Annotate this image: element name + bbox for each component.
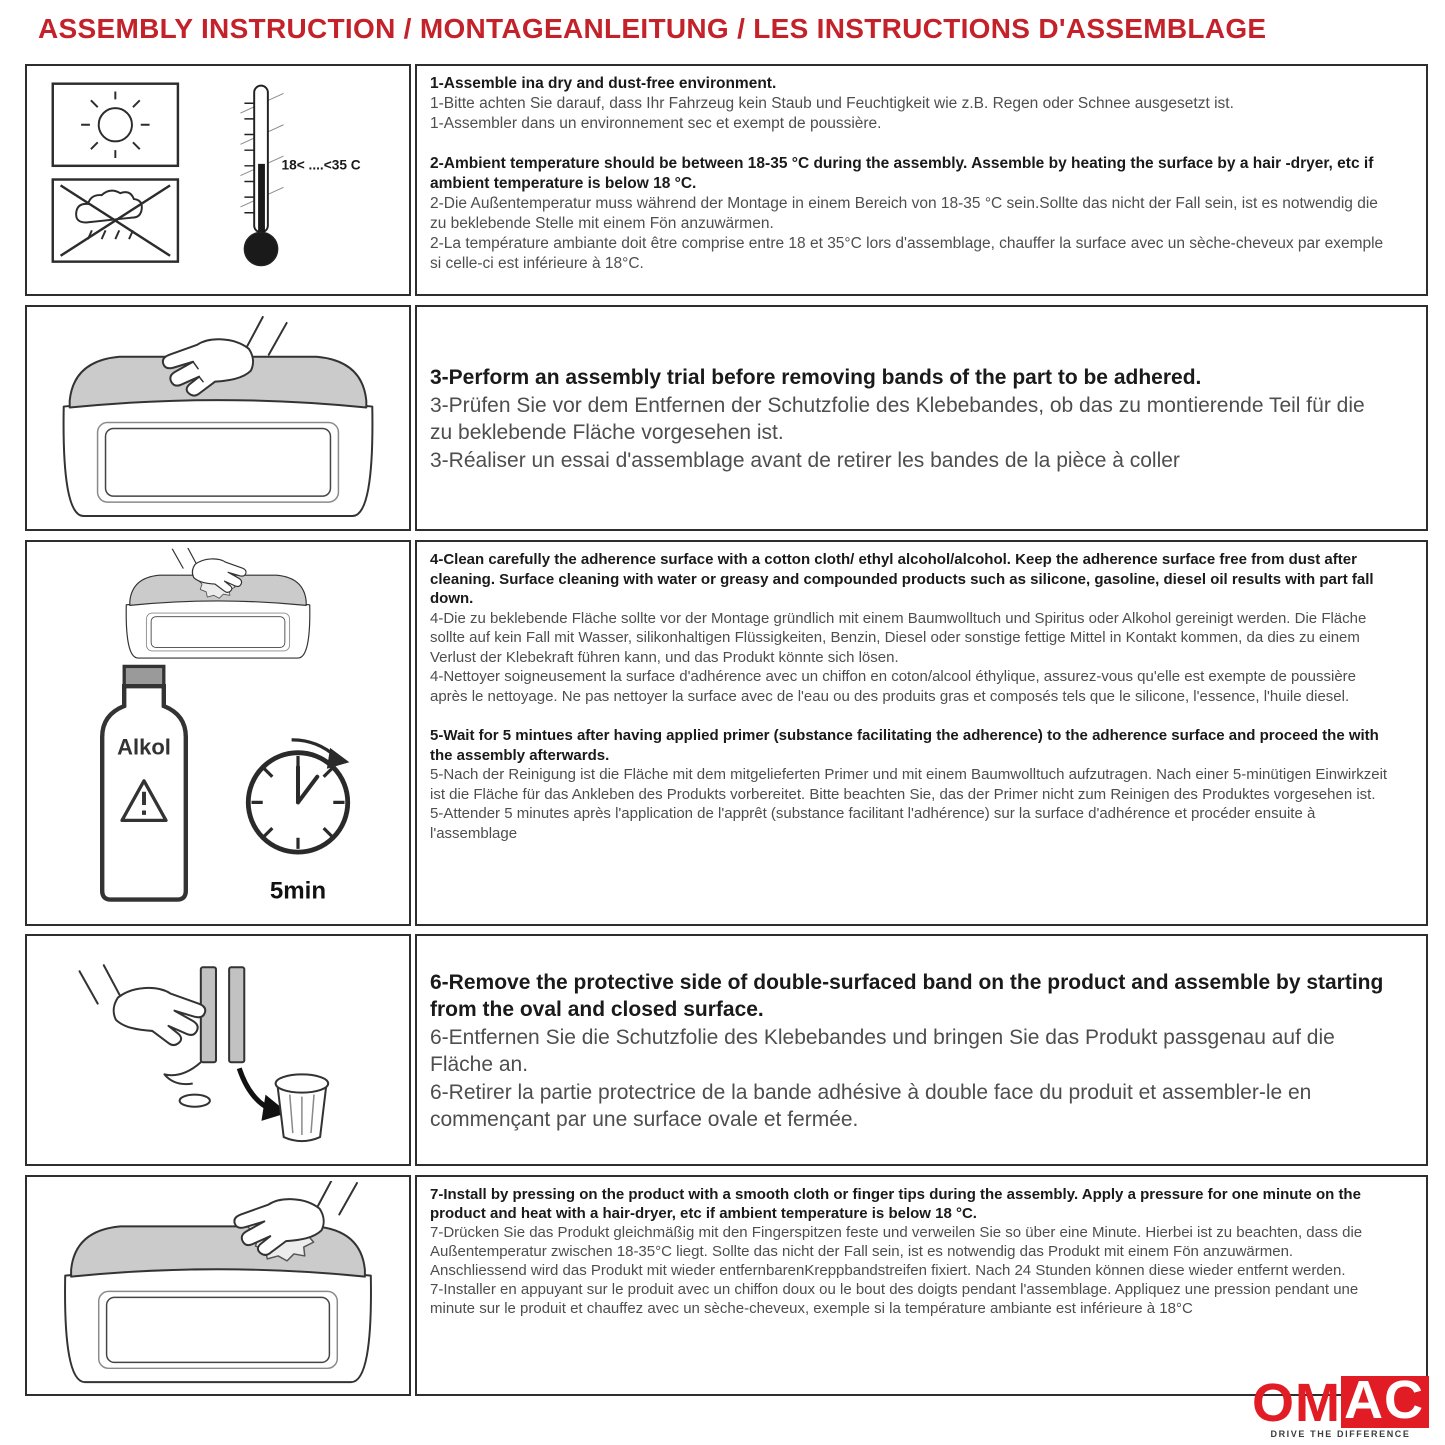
environment-temperature-illustration: [31, 70, 405, 290]
logo-tagline: DRIVE THE DIFFERENCE: [1270, 1429, 1411, 1439]
trash-can-icon: [276, 1074, 329, 1141]
section-3-illustration-box: [25, 540, 411, 926]
instruction-paragraph: 1-Bitte achten Sie darauf, dass Ihr Fahrzeug kein Staub und Feuchtigkeit wie z.B. Regen oder Schnee ausgesetzt ist.: [430, 95, 1234, 112]
instruction-paragraph: 7-Drücken Sie das Produkt gleichmäßig mit den Fingerspitzen feste und verweilen Sie so über eine Minute. Hierbei ist zu beachten, dass die Außentemperatur zwischen 18-35°C liegt. Sollte das nicht der Fall sein, ist es notwendig das Produkt mit einem Fön anzuwärmen. Anschliessend wird das Produkt mit wieder entfernbarenKreppbandstreifen fixiert. Nach 24 Stunden können diese wieder entfernt werden.: [430, 1224, 1363, 1279]
section-1-text-box: [415, 64, 1428, 296]
instruction-paragraph: 4-Nettoyer soigneusement la surface d'adhérence avec un chiffon en coton/alcool éthylique, assurez-vous qu'elle est exempte de poussière après le nettoyage. Ne pas nettoyer la surface avec de l'eau ou des produits gras et composés tels que le silicone, l'essence, l'huile diesel.: [430, 668, 1357, 705]
temperature-range-label: 18< ....<35 C: [281, 157, 361, 173]
cleaning-illustration: [33, 548, 403, 662]
hand-icon: [80, 965, 206, 1045]
instruction-paragraph: 2-Ambient temperature should be between 18-35 °C during the assembly. Assemble by heating the surface by a hair -dryer, etc if ambient temperature is below 18 °C.: [430, 155, 1374, 192]
logo-text-ac: AC: [1341, 1376, 1429, 1428]
instruction-paragraph: 7-Installer en appuyant sur le produit avec un chiffon doux ou le bout des doigts pendant l'assemblage. Appliquez une pression pendant une minute sur le produit et chauffez avec un sèche-cheveux, exemple si la température ambiante est inférieure à 18°C: [430, 1281, 1359, 1317]
instruction-paragraph: 6-Retirer la partie protectrice de la bande adhésive à double face du produit et assembler-le en commençant par une surface ovale et fermée.: [430, 1080, 1312, 1131]
instruction-paragraph: 4-Die zu beklebende Fläche sollte vor der Montage gründlich mit einem Baumwolltuch und Spiritus oder Alkohol gereinigt werden. Die Fläche sollte auf kein Fall mit Wasser, silikonhaltigen Flüssigkeiten, Benzin, Diesel oder sonstige fettige Mittel in Kontakt kommen, da dies zu einem Verlust der Klebekraft führen kann, und das Produkt könnte sich lösen.: [430, 609, 1367, 666]
omac-logo: [1252, 1370, 1429, 1439]
page-title: ASSEMBLY INSTRUCTION / MONTAGEANLEITUNG / LES INSTRUCTIONS D'ASSEMBLAGE: [38, 13, 1267, 44]
section-5-illustration-box: [25, 1175, 411, 1396]
tape-removal-illustration: [31, 943, 405, 1157]
instruction-paragraph: 2-Die Außentemperatur muss während der Montage in einem Bereich von 18-35 °C sein.Sollte das nicht der Fall sein, ist es notwendig die zu beklebende Stelle mit einem Fön anzuwärmen.: [430, 195, 1378, 232]
pressing-illustration: [31, 1181, 405, 1390]
sun-icon: [53, 84, 178, 166]
section-5-text-box: [415, 1175, 1428, 1396]
instruction-paragraph: 3-Prüfen Sie vor dem Entfernen der Schutzfolie des Klebebandes, ob das zu montierende Teil für die zu beklebende Fläche vorgesehen ist.: [430, 393, 1365, 444]
instruction-paragraph: 3-Perform an assembly trial before removing bands of the part to be adhered.: [430, 366, 1202, 389]
clock-icon: [221, 719, 375, 908]
trunk-hand-illustration: [31, 311, 405, 525]
instruction-paragraph: 4-Clean carefully the adherence surface with a cotton cloth/ ethyl alcohol/alcohol. Keep the adherence surface free from dust after cleaning. Surface cleaning with water or greasy and compounded products such as silicone, gasoline, diesel oil results with part fall down.: [430, 551, 1374, 607]
section-4-text-box: [415, 934, 1428, 1166]
instruction-paragraph: 6-Remove the protective side of double-surfaced band on the product and assemble by starting from the oval and closed surface.: [430, 970, 1384, 1021]
instruction-paragraph: 3-Réaliser un essai d'assemblage avant de retirer les bandes de la pièce à coller: [430, 448, 1180, 472]
bottle-label: Alkol: [117, 734, 171, 760]
instruction-paragraph: 5-Attender 5 minutes après l'application de l'apprêt (substance facilitant l'adhérence) sur la surface d'adhérence et procéder ensuite à l'assemblage: [430, 805, 1316, 842]
instruction-paragraph: 1-Assembler dans un environnement sec et exempt de poussière.: [430, 115, 882, 132]
logo-text-om: OM: [1252, 1373, 1341, 1434]
instruction-paragraph: 2-La température ambiante doit être comprise entre 18 et 35°C lors d'assemblage, chauffer la surface avec un sèche-cheveux par exemple si celle-ci est inférieure à 18°C.: [430, 235, 1384, 272]
section-2-text-box: [415, 305, 1428, 531]
alcohol-bottle-icon: [67, 662, 221, 908]
instruction-paragraph: 1-Assemble ina dry and dust-free environment.: [430, 75, 777, 92]
thermometer-icon: [240, 86, 283, 266]
instruction-paragraph: 5-Nach der Reinigung ist die Fläche mit dem mitgelieferten Primer und mit einem Baumwolltuch aufzutragen. Nach einer 5-minütigen Einwirkzeit ist die Fläche für das Ankleben des Produkts vorbereitet. Bitte beachten Sie, das der Primer nicht zum Reinigen des Produktes vorgesehen ist.: [430, 766, 1388, 803]
section-1-illustration-box: [25, 64, 411, 296]
section-3-text-box: [415, 540, 1428, 926]
instruction-paragraph: 5-Wait for 5 mintues after having applied primer (substance facilitating the adherence) to the adherence surface and proceed the with the assembly afterwards.: [430, 727, 1379, 764]
clock-label: 5min: [269, 877, 327, 905]
product-piece: [180, 1094, 210, 1106]
instruction-paragraph: 6-Entfernen Sie die Schutzfolie des Klebebandes und bringen Sie das Produkt passgenau auf die Fläche an.: [430, 1025, 1335, 1076]
cleaning-tools-row: [33, 662, 403, 912]
instruction-paragraph: 7-Install by pressing on the product with a smooth cloth or finger tips during the assembly. Apply a pressure for one minute on the product and heat with a hair-dryer, etc if ambient temperature is below 18 °C.: [430, 1186, 1361, 1222]
trunk: [65, 1226, 371, 1382]
section-2-illustration-box: [25, 305, 411, 531]
section-4-illustration-box: [25, 934, 411, 1166]
no-rain-icon: [53, 180, 178, 262]
